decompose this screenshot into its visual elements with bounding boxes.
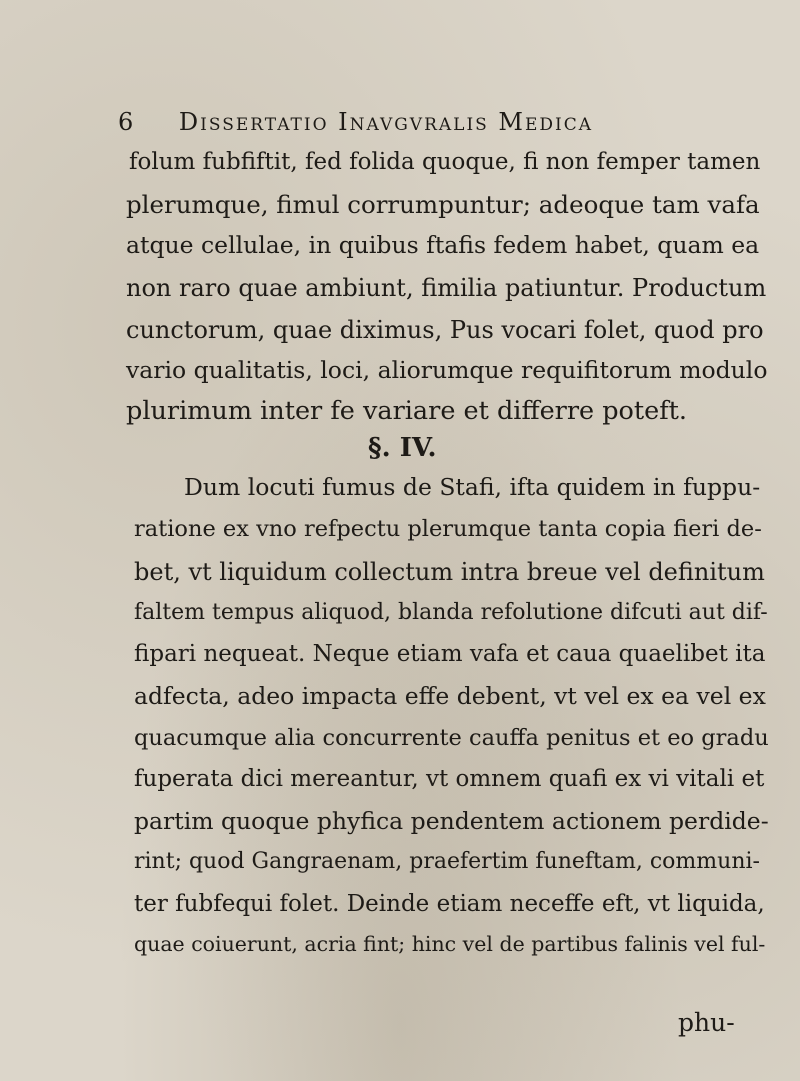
text-line: ratione ex vno refpectu plerumque tanta copia fieri de- [134, 516, 762, 542]
running-title: Dissertatio Inavgvralis Medica [178, 108, 594, 136]
text-line: adfecta, adeo impacta effe debent, vt vel ex ea vel ex [134, 682, 766, 710]
text-line: quacumque alia concurrente cauffa penitus et eo gradu [134, 725, 769, 751]
section-heading: §. IV. [368, 433, 437, 463]
text-line: Dum locuti fumus de Stafi, ifta quidem in fuppu- [184, 473, 761, 501]
text-line: rint; quod Gangraenam, praefertim funeftam, communi- [134, 849, 760, 874]
text-line: cunctorum, quae diximus, Pus vocari folet, quod pro [126, 316, 764, 344]
text-line: faltem tempus aliquod, blanda refolutione difcuti aut dif- [134, 600, 768, 625]
text-line: quae coiuerunt, acria fint; hinc vel de partibus falinis vel ful- [134, 932, 766, 956]
text-line: partim quoque phyfica pendentem actionem perdide- [134, 807, 769, 835]
text-line: atque cellulae, in quibus ftafis fedem habet, quam ea [126, 231, 760, 259]
running-header [118, 108, 718, 136]
text-line: ter fubfequi folet. Deinde etiam neceffe eft, vt liquida, [134, 891, 765, 917]
text-line: fipari nequeat. Neque etiam vafa et caua quaelibet ita [134, 641, 766, 667]
text-line: fuperata dici mereantur, vt omnem quafi ex vi vitali et [134, 766, 765, 792]
text-line: folum fubfiftit, fed folida quoque, fi non femper tamen [129, 149, 761, 175]
text-line: plurimum inter fe variare et differre poteft. [126, 396, 688, 426]
text-line: bet, vt liquidum collectum intra breue vel definitum [134, 558, 765, 586]
text-line: non raro quae ambiunt, fimilia patiuntur. Productum [126, 274, 767, 302]
text-line: plerumque, fimul corrumpuntur; adeoque tam vafa [126, 190, 760, 219]
text-line: vario qualitatis, loci, aliorumque requifitorum modulo [126, 356, 768, 384]
page-number: 6 [118, 108, 136, 136]
catchword: phu- [678, 1008, 735, 1037]
